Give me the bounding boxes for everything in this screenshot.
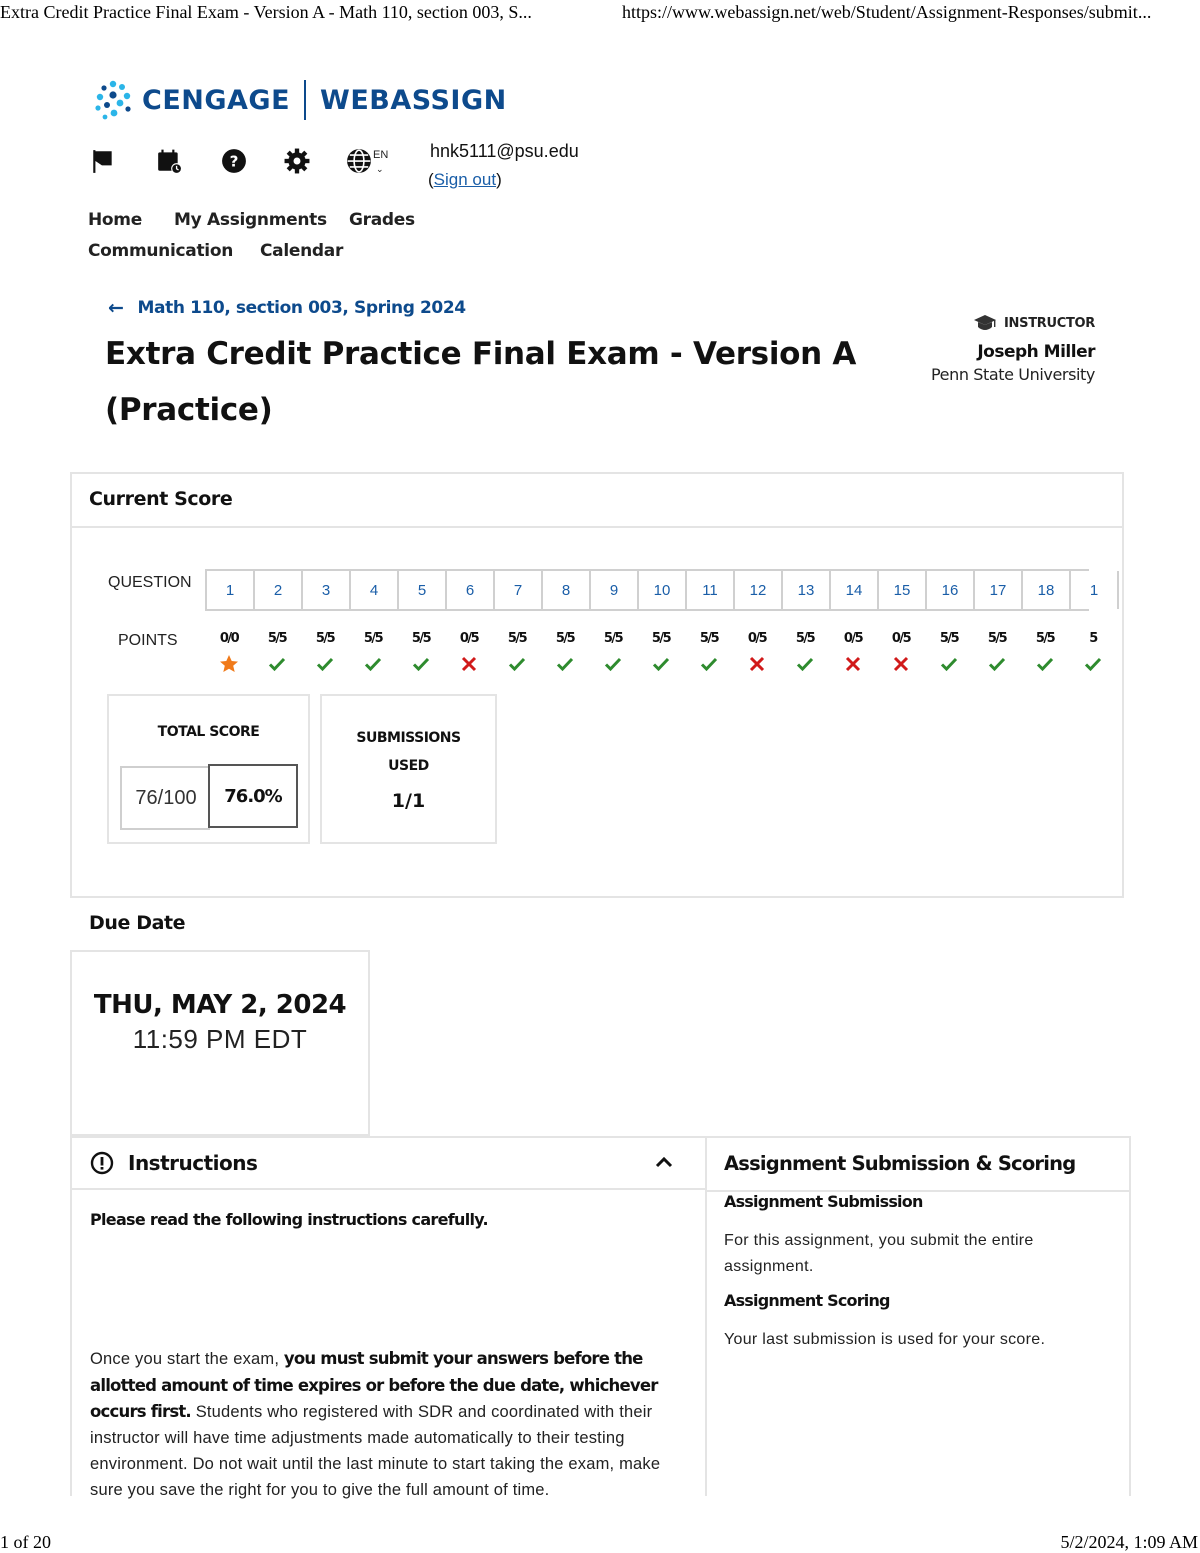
nav-my-assignments[interactable]: My Assignments: [174, 210, 327, 230]
question-link[interactable]: 10: [639, 571, 687, 609]
assignment-submission-title: Assignment Submission: [724, 1192, 923, 1211]
due-date-card: [70, 950, 370, 1136]
question-points: [301, 631, 349, 683]
due-date-day: THU, MAY 2, 2024: [93, 990, 347, 1020]
points-value: 0/5: [843, 631, 863, 646]
total-score-percent: 76.0%: [208, 764, 298, 828]
chevron-up-icon: [654, 1153, 674, 1173]
total-score-box: [107, 694, 310, 844]
check-icon: [939, 654, 959, 674]
gear-icon: [284, 148, 310, 174]
question-link[interactable]: 2: [255, 571, 303, 609]
check-icon: [267, 654, 287, 674]
result-mark: [1035, 653, 1055, 675]
result-mark: [651, 653, 671, 675]
check-icon: [507, 654, 527, 674]
instructor-info: [920, 314, 1095, 386]
result-mark: [267, 653, 287, 675]
cross-icon: [843, 654, 863, 674]
help-button[interactable]: [219, 146, 249, 176]
brand-divider: [304, 80, 306, 120]
instructor-school: Penn State University: [930, 365, 1095, 384]
calendar-clock-icon: [156, 148, 182, 174]
signout-link[interactable]: Sign out: [433, 170, 497, 189]
points-value: 5/5: [363, 631, 383, 646]
submissions-used-label: SUBMISSIONS USED: [356, 730, 461, 774]
question-points: [733, 631, 781, 683]
result-mark: [987, 653, 1007, 675]
question-link[interactable]: 14: [831, 571, 879, 609]
signout-paren-close: ): [496, 170, 502, 189]
points-value: 5/5: [939, 631, 959, 646]
question-link[interactable]: 8: [543, 571, 591, 609]
question-points: [781, 631, 829, 683]
arrow-left-icon: ←: [108, 297, 124, 319]
question-points: [1069, 631, 1117, 683]
cengage-webassign-logo[interactable]: [92, 78, 507, 122]
back-to-course-link[interactable]: [108, 297, 466, 319]
question-link[interactable]: 11: [687, 571, 735, 609]
points-row: [205, 631, 1097, 683]
due-date-time: 11:59 PM EDT: [132, 1024, 308, 1054]
points-value: 5: [1089, 631, 1097, 646]
points-value: 5/5: [555, 631, 575, 646]
question-link[interactable]: 12: [735, 571, 783, 609]
question-link[interactable]: 18: [1023, 571, 1071, 609]
result-mark: [747, 653, 767, 675]
print-document-title: Extra Credit Practice Final Exam - Version A - Math 110, section 003, S...: [0, 2, 532, 22]
signout-paren-open: (: [428, 170, 434, 189]
check-icon: [987, 654, 1007, 674]
submission-scoring-panel: [705, 1136, 1131, 1496]
due-date-heading: Due Date: [89, 912, 186, 934]
instructor-label: [920, 314, 1095, 332]
question-link[interactable]: 4: [351, 571, 399, 609]
submission-scoring-heading: Assignment Submission & Scoring: [707, 1138, 1129, 1192]
question-points: [445, 631, 493, 683]
check-icon: [363, 654, 383, 674]
instructions-text-rest: Students who registered with SDR and coordinated with their instructor will have time adjustments made automatically to their testing environment. Do not wait until the last minute to start taking the exam, make sure you save the right for you to give the full amount of time.: [90, 1403, 661, 1499]
chevron-down-icon: ⌄: [376, 164, 384, 174]
brand-cengage: CENGAGE: [142, 84, 291, 116]
user-email: hnk5111@psu.edu: [430, 141, 579, 161]
points-value: 5/5: [987, 631, 1007, 646]
result-mark: [795, 653, 815, 675]
points-value: 5/5: [795, 631, 815, 646]
total-score-label: TOTAL SCORE: [157, 724, 260, 740]
instructions-heading: Instructions: [128, 1151, 258, 1175]
question-points: [541, 631, 589, 683]
points-value: 5/5: [267, 631, 287, 646]
star-icon: [219, 654, 239, 674]
question-link[interactable]: 1: [207, 571, 255, 609]
question-link[interactable]: 1: [1071, 571, 1119, 609]
question-points: [1021, 631, 1069, 683]
result-mark: [603, 653, 623, 675]
result-mark: [219, 653, 239, 675]
instructor-label-text: INSTRUCTOR: [1004, 315, 1095, 331]
instructions-body: [90, 1346, 690, 1503]
result-mark: [891, 653, 911, 675]
cengage-logo-icon: [92, 78, 136, 122]
flag-icon: [90, 148, 116, 174]
check-icon: [411, 654, 431, 674]
result-mark: [1083, 653, 1103, 675]
question-navigator: [205, 569, 1099, 611]
check-icon: [555, 654, 575, 674]
points-value: 5/5: [699, 631, 719, 646]
question-link[interactable]: 17: [975, 571, 1023, 609]
current-score-card: [70, 472, 1124, 898]
check-icon: [1083, 654, 1103, 674]
check-icon: [1035, 654, 1055, 674]
signout-wrapper: [428, 170, 502, 190]
question-points: [493, 631, 541, 683]
print-datetime: 5/2/2024, 1:09 AM: [1060, 1532, 1198, 1552]
points-value: 5/5: [411, 631, 431, 646]
info-circle-icon: [90, 1151, 114, 1175]
result-mark: [843, 653, 863, 675]
svg-text:?: ?: [229, 152, 239, 171]
print-page-number: 1 of 20: [0, 1532, 51, 1552]
question-link[interactable]: 6: [447, 571, 495, 609]
points-value: 0/0: [219, 631, 239, 646]
page-title: Extra Credit Practice Final Exam - Version A (Practice): [105, 336, 857, 428]
cross-icon: [747, 654, 767, 674]
graduation-cap-icon: [973, 314, 997, 332]
submissions-used-box: [320, 694, 497, 844]
points-value: 5/5: [651, 631, 671, 646]
nav-home[interactable]: Home: [88, 210, 142, 230]
question-points: [637, 631, 685, 683]
nav-communication[interactable]: Communication: [88, 241, 233, 261]
question-link[interactable]: 15: [879, 571, 927, 609]
question-points: [829, 631, 877, 683]
question-points: [685, 631, 733, 683]
result-mark: [315, 653, 335, 675]
assignment-scoring-text: Your last submission is used for your score.: [724, 1331, 1046, 1348]
points-value: 0/5: [891, 631, 911, 646]
assignment-submission-text: For this assignment, you submit the entire assignment.: [724, 1232, 1034, 1275]
question-link[interactable]: 3: [303, 571, 351, 609]
settings-button[interactable]: [282, 146, 312, 176]
course-name: Math 110, section 003, Spring 2024: [137, 298, 466, 318]
instructions-text-bold: you must submit your answers before the allotted amount of time expires or before the due date, whichever occurs first.: [90, 1349, 658, 1422]
points-value: 5/5: [507, 631, 527, 646]
question-link[interactable]: 5: [399, 571, 447, 609]
points-value: 0/5: [747, 631, 767, 646]
points-value: 5/5: [603, 631, 623, 646]
check-icon: [795, 654, 815, 674]
result-mark: [507, 653, 527, 675]
instructions-lead: Please read the following instructions carefully.: [90, 1210, 488, 1229]
points-value: 0/5: [459, 631, 479, 646]
result-mark: [939, 653, 959, 675]
result-mark: [411, 653, 431, 675]
collapse-instructions-button[interactable]: [653, 1152, 675, 1174]
cross-icon: [891, 654, 911, 674]
current-score-heading: Current Score: [72, 474, 1122, 528]
question-link[interactable]: 9: [591, 571, 639, 609]
question-points: [397, 631, 445, 683]
check-icon: [651, 654, 671, 674]
instructions-panel: [70, 1136, 707, 1499]
nav-grades[interactable]: Grades: [349, 210, 415, 230]
cross-icon: [459, 654, 479, 674]
language-selector[interactable]: [346, 146, 396, 176]
print-url: https://www.webassign.net/web/Student/Assignment-Responses/submit...: [622, 2, 1152, 22]
flag-button[interactable]: [88, 146, 118, 176]
question-points: [589, 631, 637, 683]
nav-calendar[interactable]: Calendar: [260, 241, 344, 261]
language-code: EN: [373, 149, 389, 161]
question-points: [925, 631, 973, 683]
question-link[interactable]: 13: [783, 571, 831, 609]
result-mark: [699, 653, 719, 675]
instructions-header: [72, 1138, 705, 1190]
points-value: 5/5: [315, 631, 335, 646]
points-row-label: POINTS: [118, 632, 178, 649]
globe-icon: [346, 148, 372, 174]
assignment-scoring-title: Assignment Scoring: [724, 1291, 890, 1310]
question-link[interactable]: 16: [927, 571, 975, 609]
total-score-raw: 76/100: [120, 766, 210, 830]
check-icon: [315, 654, 335, 674]
result-mark: [363, 653, 383, 675]
instructions-text-start: Once you start the exam,: [90, 1350, 284, 1368]
check-icon: [699, 654, 719, 674]
question-link[interactable]: 7: [495, 571, 543, 609]
brand-webassign: WEBASSIGN: [320, 84, 507, 116]
points-value: 5/5: [1035, 631, 1055, 646]
check-icon: [603, 654, 623, 674]
question-row-label: QUESTION: [108, 574, 192, 591]
result-mark: [459, 653, 479, 675]
question-points: [205, 631, 253, 683]
question-points: [877, 631, 925, 683]
help-icon: [221, 148, 247, 174]
submissions-used-value: 1/1: [391, 790, 426, 812]
result-mark: [555, 653, 575, 675]
question-points: [973, 631, 1021, 683]
question-points: [349, 631, 397, 683]
question-points: [253, 631, 301, 683]
instructor-name: Joseph Miller: [977, 342, 1095, 362]
calendar-button[interactable]: [153, 146, 185, 176]
